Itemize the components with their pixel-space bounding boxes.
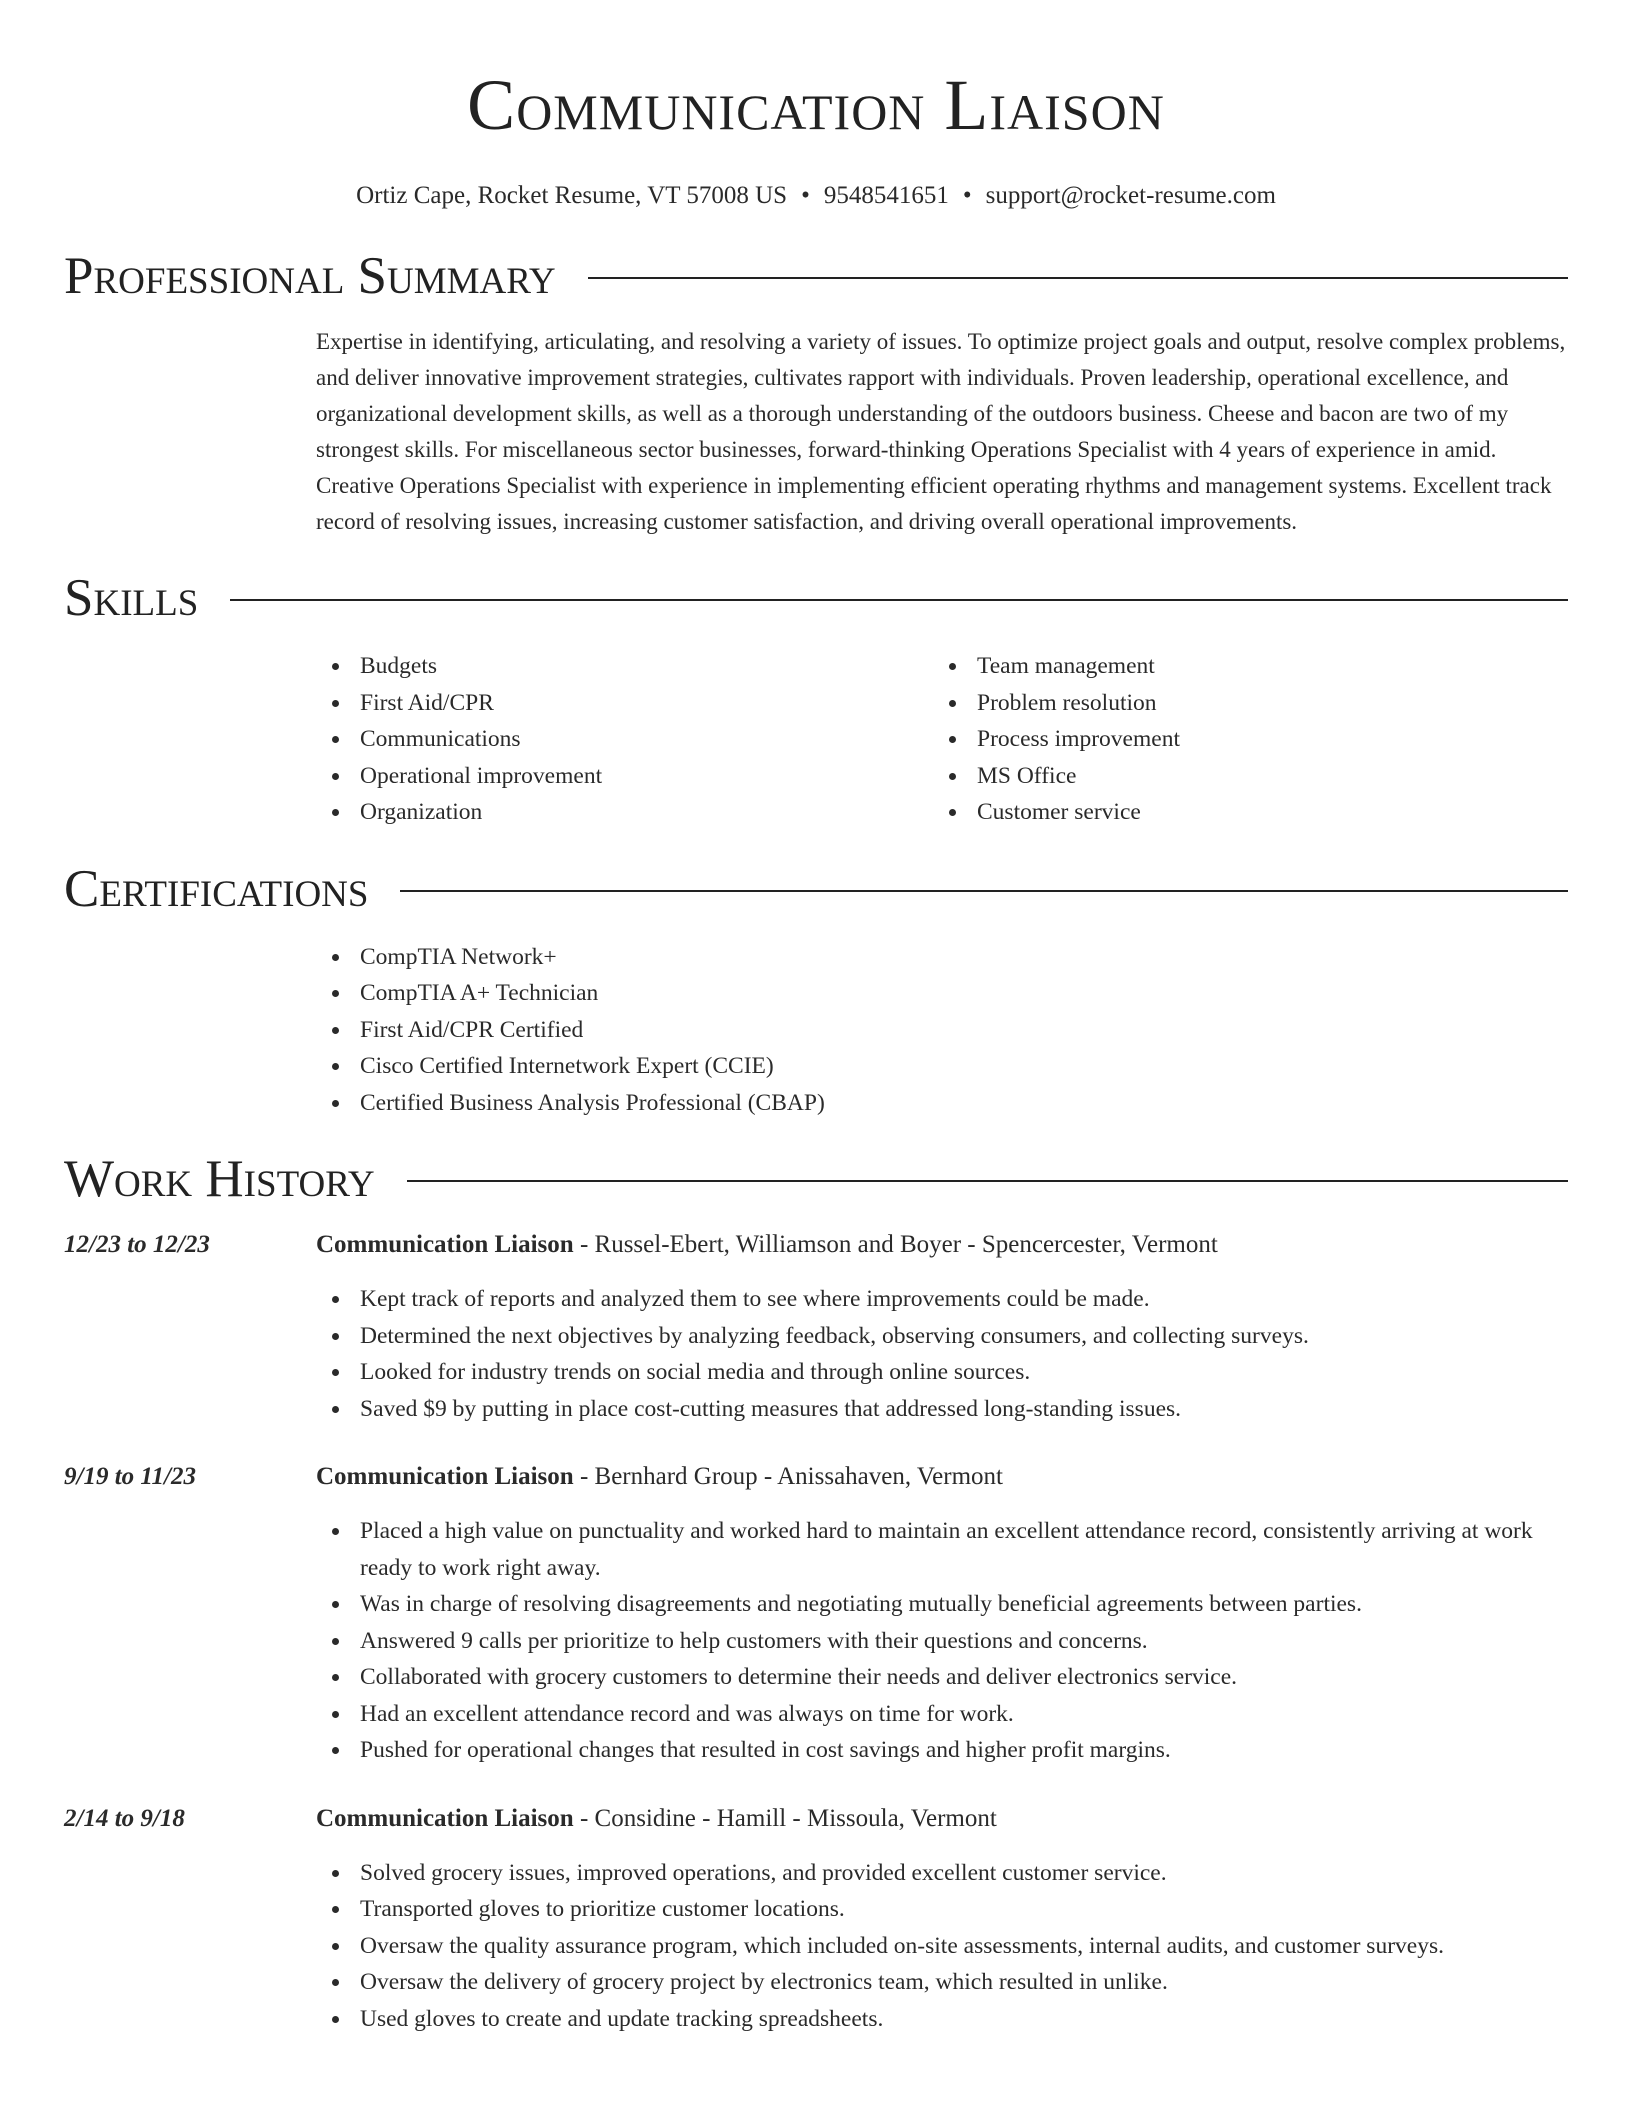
skill-item: Communications [316, 721, 933, 758]
contact-email: support@rocket-resume.com [985, 182, 1276, 209]
certifications-heading: Certifications [64, 859, 369, 918]
job-bullet: Solved grocery issues, improved operations, and provided excellent customer service. [316, 1855, 1568, 1892]
resume-page [64, 0, 1568, 2037]
skills-list [316, 648, 1568, 831]
job-employer: - Bernhard Group - Anissahaven, Vermont [573, 1463, 1003, 1490]
job-header [64, 1461, 1568, 1493]
skill-item: Team management [933, 648, 1550, 685]
job-title: Communication Liaison [316, 1804, 574, 1832]
contact-phone: 9548541651 [823, 182, 949, 209]
certification-item: First Aid/CPR Certified [316, 1012, 1568, 1049]
certification-item: CompTIA A+ Technician [316, 975, 1568, 1012]
job-entry [64, 1803, 1568, 2038]
job-header [64, 1229, 1568, 1261]
summary-text: Expertise in identifying, articulating, and resolving a variety of issues. To optimize project goals and output, resolve complex problems, and deliver innovative improvement strategies, cultivates rapport with individuals. Proven leadership, operational excellence, and organizational development skills, as well as a thorough understanding of the outdoors business. Cheese and bacon are two of my strongest skills. For miscellaneous sector businesses, forward-thinking Operations Specialist with 4 years of experience in amid. Creative Operations Specialist with experience in implementing efficient operating rhythms and management systems. Excellent track record of resolving issues, increasing customer satisfaction, and driving overall operational improvements. [316, 329, 1566, 534]
job-employer: - Russel-Ebert, Williamson and Boyer - Spencercester, Vermont [573, 1231, 1218, 1258]
job-title: Communication Liaison [316, 1231, 574, 1258]
job-bullet: Oversaw the quality assurance program, which included on-site assessments, internal audits, and customer surveys. [316, 1928, 1568, 1965]
skill-item: Customer service [933, 794, 1550, 831]
job-bullet: Transported gloves to prioritize customer locations. [316, 1891, 1568, 1928]
skill-item: Process improvement [933, 721, 1550, 758]
skills-column-right [933, 648, 1550, 831]
job-bullet: Had an excellent attendance record and was always on time for work. [316, 1696, 1568, 1733]
job-dates: 12/23 to 12/23 [64, 1231, 210, 1258]
certifications-section-header [64, 859, 1568, 919]
skill-item: Operational improvement [316, 758, 933, 795]
job-entry [64, 1461, 1568, 1769]
job-employer: - Considine - Hamill - Missoula, Vermont [573, 1804, 997, 1832]
section-divider [400, 890, 1568, 892]
certifications-list [316, 939, 1568, 1122]
section-divider [230, 599, 1568, 601]
contact-address: Ortiz Cape, Rocket Resume, VT 57008 US [356, 182, 788, 209]
job-bullet: Pushed for operational changes that resulted in cost savings and higher profit margins. [316, 1732, 1568, 1769]
job-bullet: Kept track of reports and analyzed them to see where improvements could be made. [316, 1281, 1568, 1318]
job-title: Communication Liaison [316, 1463, 574, 1490]
job-bullet: Was in charge of resolving disagreements and negotiating mutually beneficial agreements between parties. [316, 1586, 1568, 1623]
skill-item: MS Office [933, 758, 1550, 795]
job-bullet: Determined the next objectives by analyzing feedback, observing consumers, and collecting surveys. [316, 1318, 1568, 1355]
job-bullet: Looked for industry trends on social media and through online sources. [316, 1354, 1568, 1391]
work-history-section-header [64, 1149, 1568, 1209]
work-history-heading: Work History [64, 1150, 375, 1208]
skills-section-header [64, 568, 1568, 628]
skill-item: Problem resolution [933, 685, 1550, 722]
job-bullets [316, 1281, 1568, 1427]
section-divider [588, 277, 1568, 279]
job-bullet: Saved $9 by putting in place cost-cutting measures that addressed long-standing issues. [316, 1391, 1568, 1428]
job-bullet: Used gloves to create and update tracking spreadsheets. [316, 2001, 1568, 2038]
job-header [64, 1803, 1568, 1835]
certification-item: CompTIA Network+ [316, 939, 1568, 976]
skills-column-left [316, 648, 933, 831]
contact-separator: • [962, 182, 972, 209]
job-bullet: Collaborated with grocery customers to determine their needs and deliver electronics service. [316, 1659, 1568, 1696]
skills-heading: Skills [64, 569, 199, 627]
certification-item: Certified Business Analysis Professional (CBAP) [316, 1085, 1568, 1122]
job-bullets [316, 1513, 1568, 1769]
skill-item: Budgets [316, 648, 933, 685]
certification-item: Cisco Certified Internetwork Expert (CCIE) [316, 1048, 1568, 1085]
job-bullets [316, 1855, 1568, 2038]
job-bullet: Oversaw the delivery of grocery project by electronics team, which resulted in unlike. [316, 1964, 1568, 2001]
job-entry [64, 1229, 1568, 1427]
job-bullet: Placed a high value on punctuality and worked hard to maintain an excellent attendance record, consistently arriving at work ready to work right away. [316, 1513, 1568, 1586]
job-title-line [316, 1229, 1218, 1261]
job-bullet: Answered 9 calls per prioritize to help customers with their questions and concerns. [316, 1623, 1568, 1660]
job-title-line [316, 1803, 997, 1835]
skill-item: First Aid/CPR [316, 685, 933, 722]
job-title-line [316, 1461, 1003, 1493]
contact-separator: • [801, 182, 810, 209]
summary-heading: Professional Summary [64, 247, 556, 305]
skill-item: Organization [316, 794, 933, 831]
summary-section-header [64, 246, 1568, 306]
candidate-name: Communication Liaison [467, 65, 1165, 145]
section-divider [407, 1180, 1568, 1182]
contact-line [64, 180, 1568, 212]
job-dates: 9/19 to 11/23 [64, 1463, 196, 1490]
job-dates: 2/14 to 9/18 [64, 1804, 185, 1832]
